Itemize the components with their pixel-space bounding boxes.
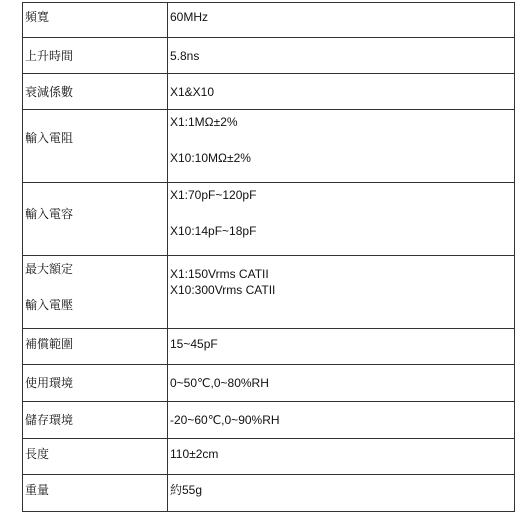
operating-environment-label: 使用環境 [25,376,74,390]
value-cell [168,74,515,110]
spec-table [22,2,515,512]
table-row [23,365,515,402]
label-cell [23,110,168,183]
label-cell [23,3,168,38]
rise-time-label: 上升時間 [25,49,74,63]
max-voltage-x1: X1:150Vrms CATII [170,267,269,281]
table-row [23,3,515,38]
table-row [23,475,515,512]
max-rated-label: 最大額定 [25,262,74,276]
compensation-range-value: 15~45pF [170,337,218,351]
value-cell [168,329,515,365]
rise-time-value: 5.8ns [170,49,200,63]
storage-environment-value: -20~60℃,0~90%RH [170,413,280,427]
table-row [23,110,515,183]
table-row [23,402,515,439]
storage-environment-label: 儲存環境 [25,413,74,427]
label-cell [23,38,168,74]
bandwidth-value: 60MHz [170,10,209,24]
label-cell [23,439,168,475]
value-cell [168,3,515,38]
value-cell [168,439,515,475]
table-row [23,439,515,475]
input-capacitance-label: 輸入電容 [25,207,74,221]
table-row [23,329,515,365]
label-cell [23,365,168,402]
operating-environment-value: 0~50℃,0~80%RH [170,376,269,390]
input-capacitance-x1: X1:70pF~120pF [170,188,257,202]
label-cell [23,74,168,110]
label-cell [23,475,168,512]
input-capacitance-x10: X10:14pF~18pF [170,224,257,238]
table-row [23,183,515,256]
attenuation-value: X1&X10 [170,85,215,99]
length-value: 110±2cm [170,447,219,461]
table-row [23,256,515,329]
label-cell [23,256,168,329]
weight-label: 重量 [25,483,50,497]
input-resistance-x10: X10:10MΩ±2% [170,151,251,165]
value-cell [168,475,515,512]
max-voltage-x10: X10:300Vrms CATII [170,283,276,297]
value-cell [168,183,515,256]
label-cell [23,402,168,439]
weight-value: 約55g [170,483,203,497]
input-resistance-label: 輸入電阻 [25,131,74,145]
bandwidth-label: 頻寬 [25,10,50,24]
attenuation-label: 衰減係數 [25,85,74,99]
value-cell [168,365,515,402]
label-cell [23,183,168,256]
compensation-range-label: 補償範圍 [25,337,74,351]
input-resistance-x1: X1:1MΩ±2% [170,115,238,129]
table-row [23,74,515,110]
label-cell [23,329,168,365]
input-voltage-label: 輸入電壓 [25,298,74,312]
value-cell [168,256,515,329]
value-cell [168,38,515,74]
table-row [23,38,515,74]
value-cell [168,110,515,183]
value-cell [168,402,515,439]
length-label: 長度 [25,447,50,461]
